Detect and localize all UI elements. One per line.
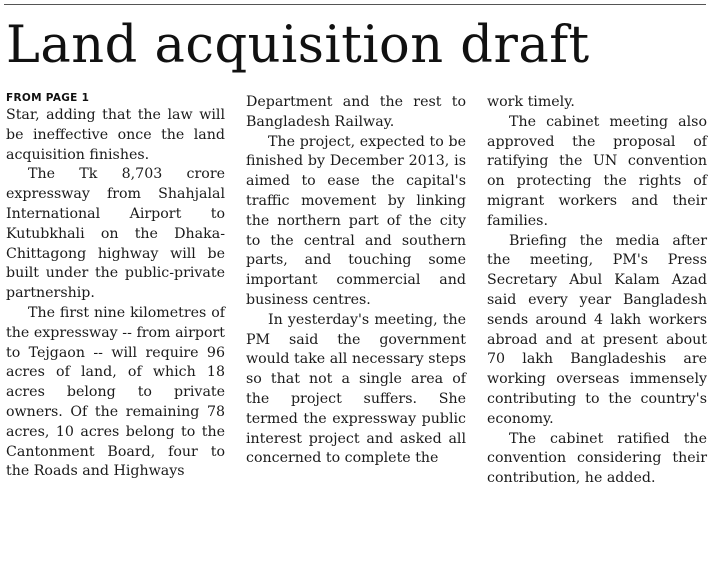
paragraph: Department and the rest to Bangladesh Railway. [246,94,466,130]
paragraph: The first nine kilometres of the expressway -- from airport to Tejgaon -- will require 96 acres of land, of which 18 acres belong to private owners. Of the remaining 78 acres, 10 acres belong to the Cantonment Board, four to the Roads and Highways [6,304,225,480]
kicker: FROM PAGE 1 [6,92,90,104]
paragraph: Star, adding that the law will be ineffective once the land acquisition finishes. [6,107,225,163]
paragraph: Briefing the media after the meeting, PM's Press Secretary Abul Kalam Azad said every year Bangladesh sends around 4 lakh workers abroad and at present about 70 lakh Bangladeshis are working overseas immensely contributing to the country's economy. [487,232,707,427]
paragraph: work timely. [487,94,575,110]
paragraph: The cabinet meeting also approved the proposal of ratifying the UN convention on protecting the rights of migrant workers and their families. [487,113,707,229]
top-rule [4,4,706,5]
paragraph: The Tk 8,703 crore expressway from Shahjalal International Airport to Kutubkhali on the Dhaka-Chittagong highway will be built under the public-private partnership. [6,166,225,302]
headline: Land acquisition draft [6,16,590,75]
paragraph: The project, expected to be finished by December 2013, is aimed to ease the capital's traffic movement by linking the northern part of the city to the central and southern parts, and touching some important commercial and business centres. [246,133,466,308]
paragraph: In yesterday's meeting, the PM said the government would take all necessary steps so that not a single area of the project suffers. She termed the expressway public interest project and asked all concerned to complete the [246,311,466,467]
column-1 [6,93,225,482]
column-2 [246,93,466,469]
paragraph: The cabinet ratified the convention considering their contribution, he added. [487,430,707,487]
column-3 [487,93,707,489]
